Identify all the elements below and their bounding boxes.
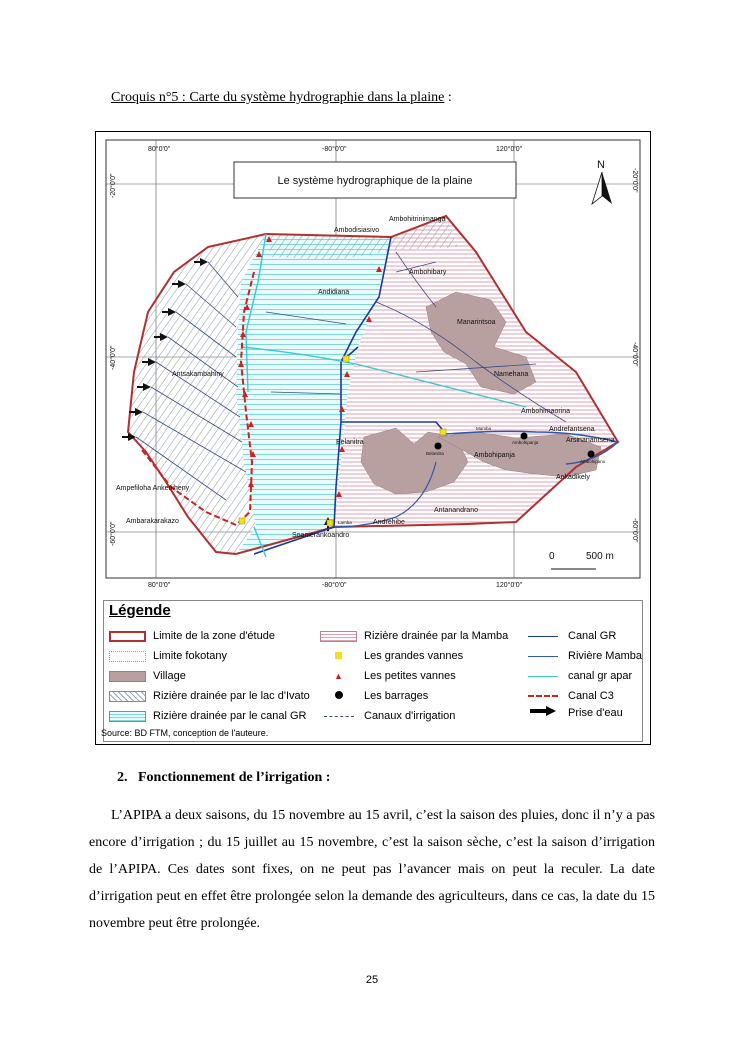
legend-label-canal-gr: Canal GR [568, 630, 617, 642]
place-belanitra: Belanitra [336, 439, 364, 446]
section-heading [117, 770, 330, 786]
north-label: N [597, 159, 605, 171]
legend-item-limite-zone [109, 630, 275, 642]
legend-item-riziere-ivato [109, 690, 310, 702]
grid-top-1: 80°0'0" [148, 146, 171, 153]
place-ambohipano-small: Ambohipano [580, 459, 606, 464]
legend-label-riziere-mamba: Rizière drainée par la Mamba [364, 630, 509, 642]
legend-symbol-canaux [320, 710, 357, 722]
legend-label-petites-vannes: Les petites vannes [364, 670, 456, 682]
legend-swatch-limite-fokotany [109, 651, 146, 662]
legend-label-riziere-canal-gr: Rizière drainée par le canal GR [153, 710, 307, 722]
caption-suffix: : [444, 90, 452, 105]
legend-label-limite-zone: Limite de la zone d'étude [153, 630, 275, 642]
legend-item-limite-fokotany [109, 650, 227, 662]
grid-right-1: -20°0'0" [631, 168, 638, 193]
legend-label-grandes-vannes: Les grandes vannes [364, 650, 464, 662]
grid-bottom-3: 120°0'0" [496, 582, 523, 589]
place-ampefiloha: Ampefiloha Ankeniheny [116, 485, 190, 492]
legend-label-village: Village [153, 670, 186, 682]
legend-label-riziere-ivato: Rizière drainée par le lac d'Ivato [153, 690, 310, 702]
grid-left-3: -60°0'0" [110, 521, 117, 546]
scale-end: 500 m [586, 551, 614, 562]
map-title: Le système hydrographique de la plaine [277, 175, 473, 187]
legend-item-riziere-canal-gr [109, 710, 306, 722]
legend-swatch-limite-zone [109, 631, 146, 642]
legend-item-riviere-mamba [524, 650, 642, 662]
legend-item-barrages [320, 690, 428, 702]
legend-swatch-riziere-ivato [109, 691, 146, 702]
map-source: Source: BD FTM, conception de l'auteure. [101, 728, 269, 738]
legend-symbol-canal-gr-apar [524, 670, 561, 682]
grid-left-1: -20°0'0" [110, 173, 117, 198]
prise-eau-arrow-icon [524, 706, 561, 719]
place-ambohitrinimanga: Ambohitrinimanga [389, 216, 446, 223]
legend-symbol-grande-vanne [320, 650, 357, 662]
legend-label-riviere-mamba: Rivière Mamba [568, 650, 642, 662]
map-figure [95, 131, 651, 745]
place-ambodisiasivo: Ambodisiasivo [334, 227, 380, 234]
place-andidiana: Andidiana [318, 289, 350, 296]
grid-top-2: -80°0'0" [322, 146, 347, 153]
section-title: Fonctionnement de l’irrigation : [138, 770, 331, 785]
legend-symbol-canal-c3 [524, 690, 561, 702]
grid-right-2: -40°0'0" [631, 342, 638, 367]
legend-item-canaux [320, 710, 455, 722]
legend-symbol-petite-vanne: ▲ [334, 671, 343, 681]
place-manarintsoa: Manarintsoa [457, 319, 496, 326]
place-andrehibe: Andrehibe [373, 519, 405, 526]
legend-label-limite-fokotany: Limite fokotany [153, 650, 227, 662]
grid-bottom-1: 80°0'0" [148, 582, 171, 589]
body-paragraph: L’APIPA a deux saisons, du 15 novembre au 15 avril, c’est la saison des pluies, donc il n’y a pas encore d’irrigation ; du 15 juillet au 15 novembre, c’est la saison sèche, c’est la saison d’irrigation de l’APIPA. Ces dates sont fixes, on ne peut pas l’avancer mais on peut la reculer. La date d’irrigation peut en effet être prolongée selon la demande des agriculteurs, dans ce cas, la date du 15 novembre peut être prolongée. [89, 808, 655, 931]
legend-swatch-riziere-mamba [320, 631, 357, 642]
legend-swatch-riziere-canal-gr [109, 711, 146, 722]
legend-label-prise-eau: Prise d'eau [568, 706, 623, 719]
place-ambohibary: Ambohibary [409, 269, 447, 276]
legend-label-barrages: Les barrages [364, 690, 429, 702]
legend-symbol-riviere-mamba [524, 650, 561, 662]
legend-item-prise-eau [524, 706, 623, 719]
legend-title: Légende [109, 602, 171, 619]
legend-label-canal-gr-apar: canal gr apar [568, 670, 633, 682]
legend-label-canal-c3: Canal C3 [568, 690, 614, 702]
map-svg [96, 132, 650, 602]
legend-item-petites-vannes [320, 670, 456, 682]
scale-start: 0 [549, 551, 555, 562]
map-legend [103, 600, 643, 742]
legend-label-canaux: Canaux d'irrigation [364, 710, 456, 722]
legend-symbol-barrage [320, 690, 357, 702]
place-ambohimaorina: Ambohimaorina [521, 408, 571, 415]
place-arsinanantsena: Arsinanantsena [566, 437, 615, 444]
figure-caption [111, 90, 452, 106]
grid-bottom-2: -80°0'0" [322, 582, 347, 589]
legend-swatch-village [109, 671, 146, 682]
grid-left-2: -40°0'0" [110, 345, 117, 370]
place-lamba-small: Lamba [338, 520, 352, 525]
place-ambohipanja-small: Ambohipanja [512, 440, 539, 445]
place-ambohipanja: Ambohipanja [474, 452, 515, 459]
place-mamba-small: Mamba [476, 426, 492, 431]
caption-label: Croquis n°5 : Carte du système hydrographie dans la plaine [111, 90, 445, 105]
place-namehana: Namehana [494, 371, 529, 378]
place-soanierana: Soanierankoandro [292, 532, 350, 539]
section-number: 2. [117, 770, 128, 785]
place-andrefantsena: Andrefantsena [549, 426, 595, 433]
legend-item-canal-c3 [524, 690, 614, 702]
grid-right-3: -60°0'0" [631, 518, 638, 543]
grid-top-3: 120°0'0" [496, 146, 523, 153]
place-ankadikely: Ankadikely [556, 474, 590, 481]
legend-item-canal-gr-apar [524, 670, 632, 682]
place-antsakambahiny: Antsakambahiny [172, 371, 224, 378]
legend-item-village [109, 670, 186, 682]
page-number: 25 [365, 974, 379, 986]
legend-item-riziere-mamba [320, 630, 508, 642]
legend-item-grandes-vannes [320, 650, 463, 662]
legend-item-canal-gr [524, 630, 616, 642]
place-antanandrano: Antanandrano [434, 507, 478, 514]
place-belanitra-small: Belanitra [426, 451, 444, 456]
legend-symbol-canal-gr [524, 630, 561, 642]
place-ambarakarakazo: Ambarakarakazo [126, 518, 179, 525]
